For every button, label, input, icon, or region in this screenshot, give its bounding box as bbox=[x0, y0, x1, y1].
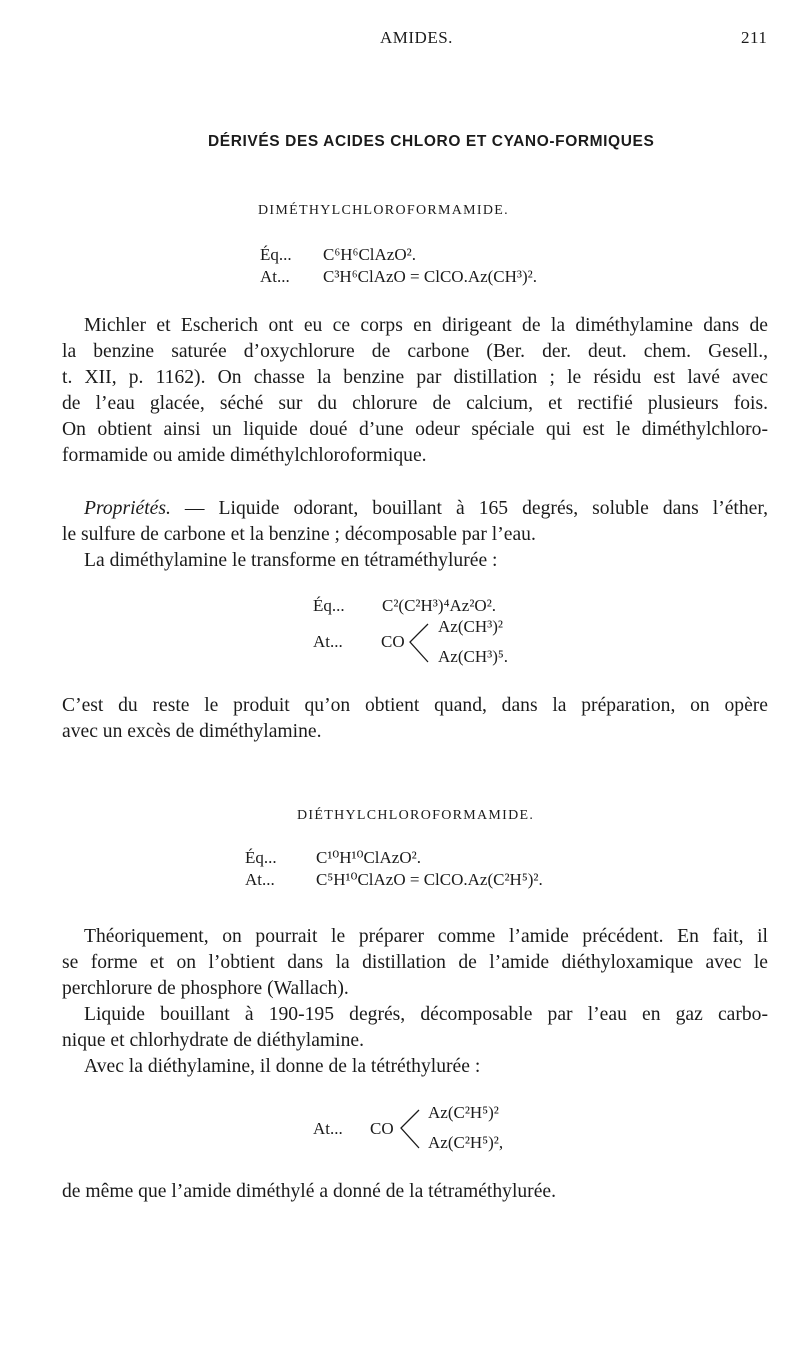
formula-at: C³H⁶ClAzO = ClCO.Az(CH³)². bbox=[323, 267, 538, 286]
formula2-top: Az(C²H⁵)² bbox=[428, 1103, 499, 1122]
text-line: nique et chlorhydrate de diéthylamine. bbox=[62, 1030, 364, 1051]
text-line: se forme et on l’obtient dans la distillation de l’amide diéthyloxamique avec le bbox=[62, 952, 768, 973]
formula2-eq-label: Éq... bbox=[313, 596, 345, 615]
text-line: le sulfure de carbone et la benzine ; décomposable par l’eau. bbox=[62, 524, 536, 545]
formula-at-label: At... bbox=[245, 870, 275, 889]
formula2-co: CO bbox=[370, 1119, 394, 1138]
text-line: Liquide bouillant à 190-195 degrés, décomposable par l’eau en gaz carbo- bbox=[84, 1004, 768, 1025]
paragraph-remark bbox=[62, 693, 768, 745]
formula-at: C⁵H¹⁰ClAzO = ClCO.Az(C²H⁵)². bbox=[316, 870, 543, 889]
formula-eq: C⁶H⁶ClAzO². bbox=[323, 245, 416, 264]
text-line: formamide ou amide diméthylchloroformique. bbox=[62, 445, 427, 466]
text-line: la benzine saturée d’oxychlorure de carbone (Ber. der. deut. chem. Gesell., bbox=[62, 341, 768, 362]
paragraph-closing bbox=[62, 1179, 768, 1205]
formula-eq-label: Éq... bbox=[260, 245, 292, 264]
formula2-bottom: Az(CH³)⁵. bbox=[438, 647, 509, 666]
properties-text: — Liquide odorant, bouillant à 165 degrés, soluble dans l’éther, bbox=[170, 498, 768, 519]
text-line: Avec la diéthylamine, il donne de la tétréthylurée : bbox=[84, 1056, 481, 1077]
subsection-title-dimethyl: DIMÉTHYLCHLOROFORMAMIDE. bbox=[258, 203, 509, 218]
formula2-eq: C²(C²H³)⁴Az²O². bbox=[382, 596, 497, 615]
running-title: AMIDES. bbox=[380, 28, 453, 47]
text-line: perchlorure de phosphore (Wallach). bbox=[62, 978, 349, 999]
formula2-bottom: Az(C²H⁵)², bbox=[428, 1133, 504, 1152]
formula-eq-label: Éq... bbox=[245, 848, 277, 867]
formula-eq: C¹⁰H¹⁰ClAzO². bbox=[316, 848, 421, 867]
text-line: avec un excès de diméthylamine. bbox=[62, 721, 322, 742]
formula2-top: Az(CH³)² bbox=[438, 617, 503, 636]
text-line bbox=[62, 496, 768, 522]
text-line: On obtient ainsi un liquide doué d’une odeur spéciale qui est le diméthylchloro- bbox=[62, 419, 768, 440]
bond-lines-icon bbox=[406, 622, 432, 666]
text-line: C’est du reste le produit qu’on obtient quand, dans la préparation, on opère bbox=[62, 695, 768, 716]
paragraph-theory bbox=[62, 924, 768, 1080]
text-line: La diméthylamine le transforme en tétraméthylurée : bbox=[84, 550, 498, 571]
formula2-at-label: At... bbox=[313, 632, 343, 651]
formula2-co: CO bbox=[381, 632, 405, 651]
paragraph-preparation bbox=[62, 313, 768, 469]
text-line: de même que l’amide diméthylé a donné de la tétraméthylurée. bbox=[62, 1181, 556, 1202]
text-line: Michler et Escherich ont eu ce corps en dirigeant de la diméthylamine dans de bbox=[84, 315, 768, 336]
properties-label: Propriétés. bbox=[84, 498, 171, 519]
subsection-title-diethyl: DIÉTHYLCHLOROFORMAMIDE. bbox=[297, 808, 535, 823]
paragraph-properties bbox=[62, 496, 768, 574]
page-number: 211 bbox=[741, 28, 768, 47]
formula-at-label: At... bbox=[260, 267, 290, 286]
text-line: t. XII, p. 1162). On chasse la benzine par distillation ; le résidu est lavé avec bbox=[62, 367, 768, 388]
bond-lines-icon bbox=[397, 1108, 423, 1152]
text-line: de l’eau glacée, séché sur du chlorure de calcium, et rectifié plusieurs fois. bbox=[62, 393, 768, 414]
section-title: DÉRIVÉS DES ACIDES CHLORO ET CYANO-FORMIQUES bbox=[208, 133, 655, 150]
formula2-at-label: At... bbox=[313, 1119, 343, 1138]
text-line: Théoriquement, on pourrait le préparer comme l’amide précédent. En fait, il bbox=[84, 926, 768, 947]
